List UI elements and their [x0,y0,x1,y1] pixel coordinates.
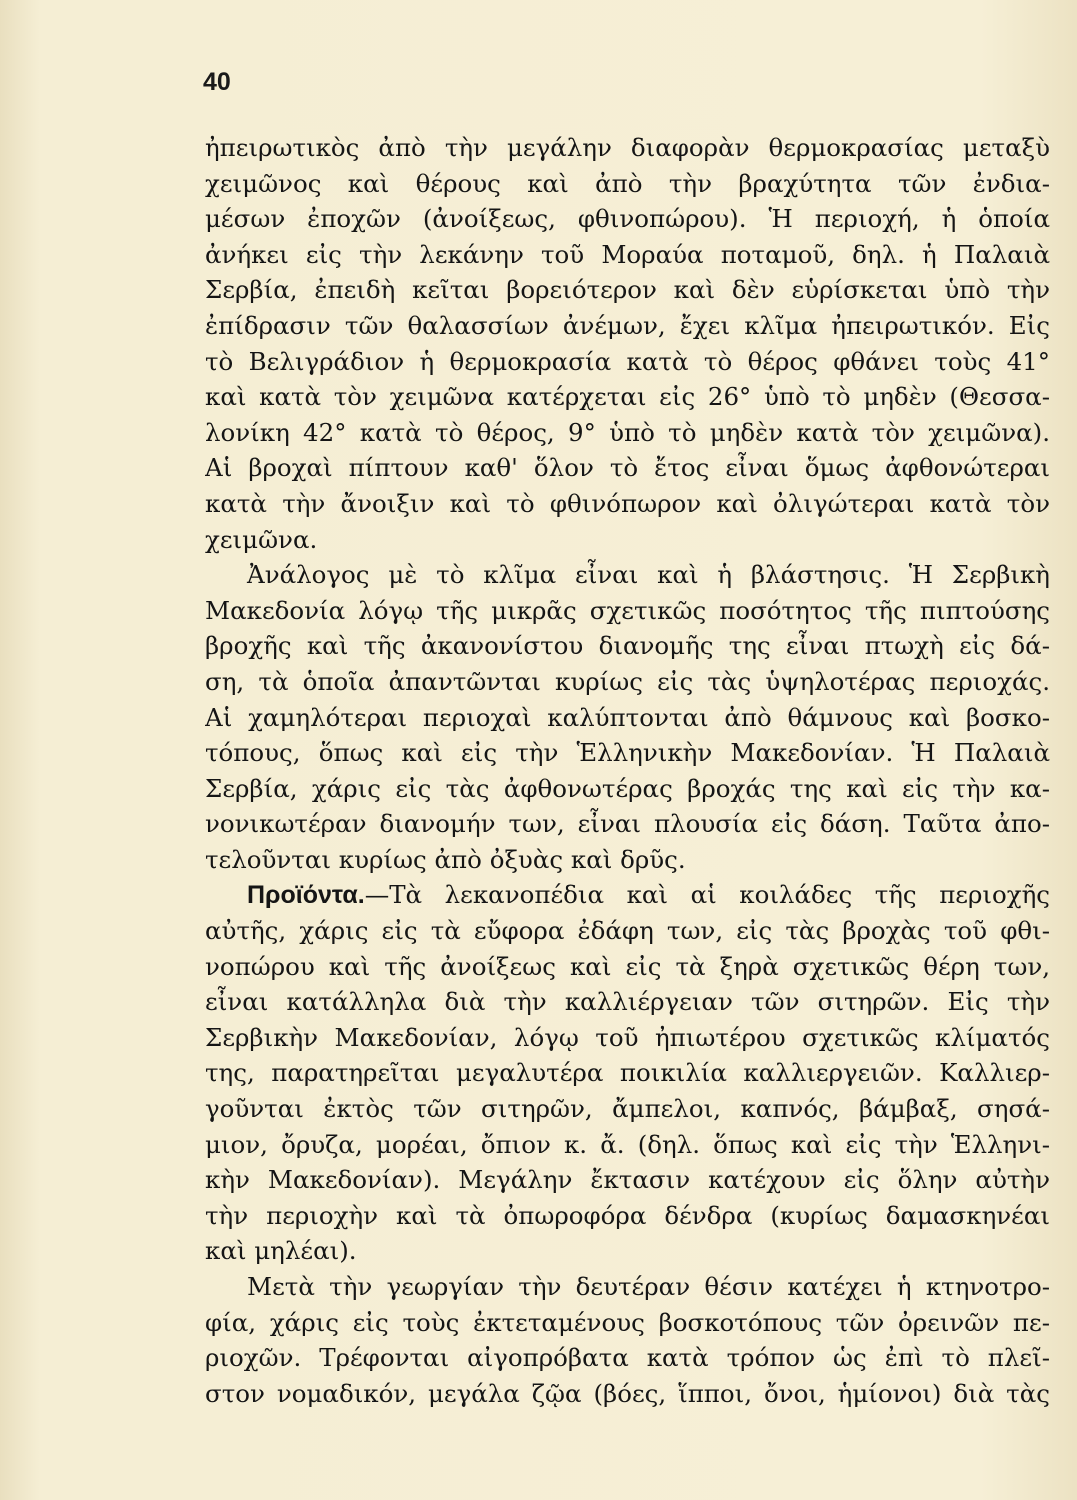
text-line: Σερβία, χάρις εἰς τὰς ἀφθονωτέρας βροχάς της καὶ εἰς τὴν κα- [205,773,1050,803]
text-line: τὸ Βελιγράδιον ἡ θερμοκρασία κατὰ τὸ θέρος φθάνει τοὺς 41° [205,346,1050,376]
text-line: της, παρατηρεῖται μεγαλυτέρα ποικιλία καλλιεργειῶν. Καλλιερ- [205,1058,1050,1088]
page-number: 40 [203,68,231,96]
text-line: μιον, ὄρυζα, μορέαι, ὄπιον κ. ἄ. (δηλ. ὅπως καὶ εἰς τὴν Ἑλληνι- [205,1129,1050,1159]
text-line: κατὰ τὴν ἄνοιξιν καὶ τὸ φθινόπωρον καὶ ὀλιγώτεραι κατὰ τὸν [205,488,1050,518]
text-line: καὶ μηλέαι). [205,1236,357,1266]
text-line: καὶ κατὰ τὸν χειμῶνα κατέρχεται εἰς 26° ὑπὸ τὸ μηδὲν (Θεσσα- [205,382,1050,412]
text-line: νονικωτέραν διανομήν των, εἶναι πλουσία εἰς δάση. Ταῦτα ἀπο- [205,809,1050,839]
text-line: ἀνήκει εἰς τὴν λεκάνην τοῦ Μοραύα ποταμοῦ, δηλ. ἡ Παλαιὰ [205,239,1050,269]
text-line: Σερβικὴν Μακεδονίαν, λόγῳ τοῦ ἠπιωτέρου σχετικῶς κλίματός [205,1022,1050,1052]
text-line: Αἱ χαμηλότεραι περιοχαὶ καλύπτονται ἀπὸ θάμνους καὶ βοσκο- [205,702,1050,732]
text-line: ἐπίδρασιν τῶν θαλασσίων ἀνέμων, ἔχει κλῖμα ἠπειρωτικόν. Εἰς [205,310,1050,340]
section-heading-continuation: —Τὰ λεκανοπέδια καὶ αἱ κοιλάδες τῆς περιοχῆς [364,880,1050,910]
section-heading-line [205,877,1050,913]
text-line: λονίκη 42° κατὰ τὸ θέρος, 9° ὑπὸ τὸ μηδὲν κατὰ τὸν χειμῶνα). [205,417,1050,447]
text-line: Μετὰ τὴν γεωργίαν τὴν δευτέραν θέσιν κατέχει ἡ κτηνοτρο- [247,1272,1050,1301]
body-text [205,130,1050,1411]
text-line: αὐτῆς, χάρις εἰς τὰ εὔφορα ἐδάφη των, εἰς τὰς βροχὰς τοῦ φθι- [205,916,1050,946]
text-line: γοῦνται ἐκτὸς τῶν σιτηρῶν, ἄμπελοι, καπνός, βάμβαξ, σησά- [205,1094,1050,1124]
text-line: ἠπειρωτικὸς ἀπὸ τὴν μεγάλην διαφορὰν θερμοκρασίας μεταξὺ [205,133,1050,162]
text-line: φία, χάρις εἰς τοὺς ἐκτεταμένους βοσκοτόπους τῶν ὀρεινῶν πε- [205,1307,1050,1337]
text-line: νοπώρου καὶ τῆς ἀνοίξεως καὶ εἰς τὰ ξηρὰ σχετικῶς θέρη των, [205,951,1050,981]
text-line: τόπους, ὅπως καὶ εἰς τὴν Ἑλληνικὴν Μακεδονίαν. Ἡ Παλαιὰ [205,738,1050,768]
text-line: ση, τὰ ὁποῖα ἀπαντῶνται κυρίως εἰς τὰς ὑψηλοτέρας περιοχάς. [205,666,1050,696]
text-line: βροχῆς καὶ τῆς ἀκανονίστου διανομῆς της εἶναι πτωχὴ εἰς δά- [205,631,1050,661]
text-line: Μακεδονία λόγῳ τῆς μικρᾶς σχετικῶς ποσότητος τῆς πιπτούσης [205,595,1050,625]
text-line: τελοῦνται κυρίως ἀπὸ ὀξυὰς καὶ δρῦς. [205,844,686,874]
text-line: χειμῶνα. [205,524,318,554]
text-line: τὴν περιοχὴν καὶ τὰ ὀπωροφόρα δένδρα (κυρίως δαμασκηνέαι [205,1200,1050,1230]
text-line: μέσων ἐποχῶν (ἀνοίξεως, φθινοπώρου). Ἡ περιοχή, ἡ ὁποία [205,204,1050,234]
section-heading: Προϊόντα. [247,881,365,910]
text-line: χειμῶνος καὶ θέρους καὶ ἀπὸ τὴν βραχύτητα τῶν ἐνδια- [205,168,1050,198]
text-line: Ἀνάλογος μὲ τὸ κλῖμα εἶναι καὶ ἡ βλάστησις. Ἡ Σερβικὴ [247,560,1050,590]
text-line: εἶναι κατάλληλα διὰ τὴν καλλιέργειαν τῶν σιτηρῶν. Εἰς τὴν [205,987,1050,1017]
text-line: στον νομαδικόν, μεγάλα ζῷα (βόες, ἵπποι, ὄνοι, ἡμίονοι) διὰ τὰς [205,1378,1050,1408]
text-line: Σερβία, ἐπειδὴ κεῖται βορειότερον καὶ δὲν εὑρίσκεται ὑπὸ τὴν [205,275,1050,305]
text-line: ριοχῶν. Τρέφονται αἰγοπρόβατα κατὰ τρόπον ὡς ἐπὶ τὸ πλεῖ- [205,1343,1050,1373]
text-line: Αἱ βροχαὶ πίπτουν καθ' ὅλον τὸ ἔτος εἶναι ὅμως ἀφθονώτεραι [205,453,1050,483]
text-line: κὴν Μακεδονίαν). Μεγάλην ἔκτασιν κατέχουν εἰς ὅλην αὐτὴν [205,1165,1050,1195]
